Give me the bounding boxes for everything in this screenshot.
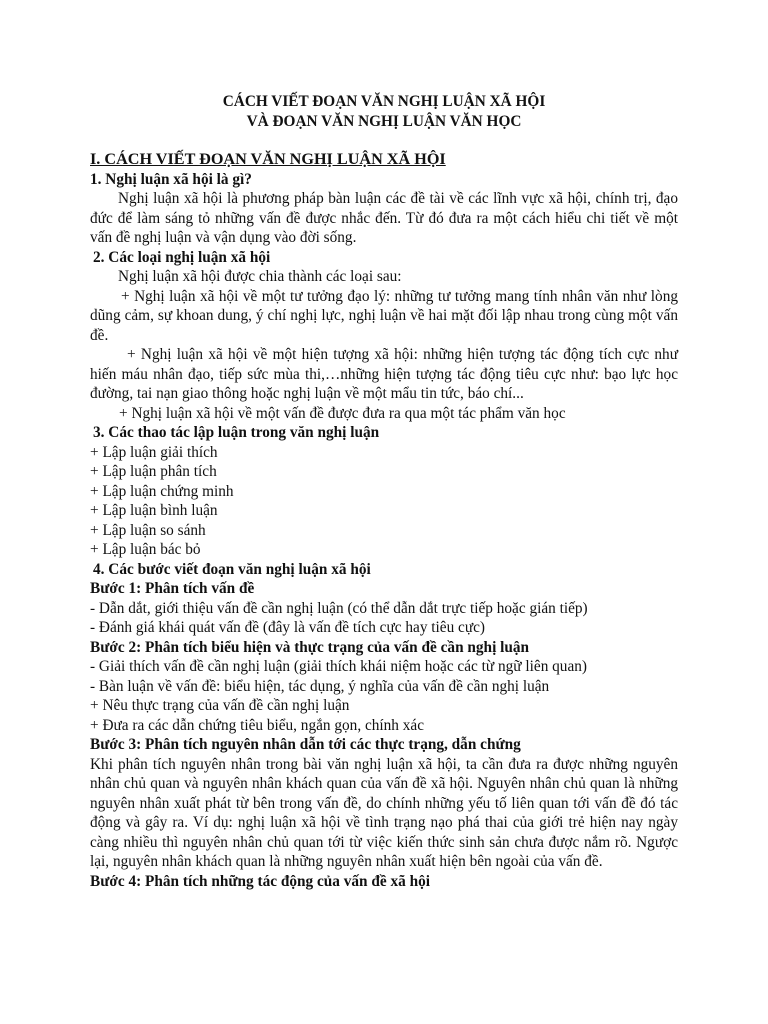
q2-item-1: + Nghị luận xã hội về một tư tưởng đạo lý: những tư tưởng mang tính nhân văn như lòng dũng cảm, sự khoan dung, ý chí nghị lực, nghị luận về hai mặt đối lập nhau trong cùng một vấn đề. [90,287,678,344]
step2-line: + Nêu thực trạng của vấn đề cần nghị luận [90,697,350,714]
q2-heading: 2. Các loại nghị luận xã hội [93,248,271,266]
step3-paragraph: Khi phân tích nguyên nhân trong bài văn nghị luận xã hội, ta cần đưa ra được những nguyên nhân chủ quan và nguyên nhân khách quan của vấn đề xã hội. Nguyên nhân chủ quan là những nguyên nhân xuất phát từ bên trong vấn đề, do chính những yếu tố liên quan tới vấn đề đó tác động và gây ra. Ví dụ: nghị luận xã hội về tình trạng nạo phá thai của giới trẻ hiện nay ngày càng nhiều thì nguyên nhân chủ quan tới từ việc kiến thức sinh sản chưa được nắm rõ. Ngược lại, nguyên nhân khách quan là những nguyên nhân xuất hiện bên ngoài của vấn đề. [90,755,678,870]
step1-line: - Đánh giá khái quát vấn đề (đây là vấn đề tích cực hay tiêu cực) [90,619,486,636]
q1-heading: 1. Nghị luận xã hội là gì? [90,170,252,188]
document-page [90,92,678,891]
step1-line: - Dẫn dắt, giới thiệu vấn đề cần nghị luận (có thể dẫn dắt trực tiếp hoặc gián tiếp) [90,599,588,617]
q3-list-item: + Lập luận bác bỏ [90,541,201,558]
step4-heading: Bước 4: Phân tích những tác động của vấn đề xã hội [90,872,431,890]
document-title-line1: CÁCH VIẾT ĐOẠN VĂN NGHỊ LUẬN XÃ HỘI [222,93,546,110]
step2-line: - Giải thích vấn đề cần nghị luận (giải thích khái niệm hoặc các từ ngữ liên quan) [90,658,587,675]
title-spacer [90,131,678,150]
q3-list-item: + Lập luận giải thích [90,443,218,461]
q3-list-item: + Lập luận so sánh [90,521,206,539]
q2-item-3: + Nghị luận xã hội về một vấn đề được đưa ra qua một tác phẩm văn học [119,404,566,422]
q3-list-item: + Lập luận chứng minh [90,482,234,500]
step3-heading: Bước 3: Phân tích nguyên nhân dẫn tới các thực trạng, dẫn chứng [90,736,521,753]
q2-item-2: + Nghị luận xã hội về một hiện tượng xã hội: những hiện tượng tác động tích cực như hiến máu nhân đạo, tiếp sức mùa thi,…những hiện tượng tác động tiêu cực như: bạo lực học đường, tai nạn giao thông hoặc nghị luận về một mẩu tin tức, báo chí... [90,346,678,402]
q4-heading: 4. Các bước viết đoạn văn nghị luận xã hội [93,560,371,578]
document-title-line2: VÀ ĐOẠN VĂN NGHỊ LUẬN VĂN HỌC [246,112,522,130]
step2-line: + Đưa ra các dẫn chứng tiêu biểu, ngắn gọn, chính xác [90,716,424,734]
q2-intro: Nghị luận xã hội được chia thành các loại sau: [118,268,402,285]
q3-list-item: + Lập luận bình luận [90,502,218,519]
q1-paragraph: Nghị luận xã hội là phương pháp bàn luận các đề tài về các lĩnh vực xã hội, chính trị, đạo đức để làm sáng tỏ những vấn đề được nhắc đến. Từ đó đưa ra một cách hiểu chi tiết về một vấn đề nghị luận và vận dụng vào đời sống. [90,190,678,246]
step2-heading: Bước 2: Phân tích biểu hiện và thực trạng của vấn đề cần nghị luận [90,638,530,656]
step2-line: - Bàn luận về vấn đề: biểu hiện, tác dụng, ý nghĩa của vấn đề cần nghị luận [90,677,550,695]
q3-heading: 3. Các thao tác lập luận trong văn nghị luận [93,424,380,441]
section1-heading: I. CÁCH VIẾT ĐOẠN VĂN NGHỊ LUẬN XÃ HỘI [90,150,446,168]
q3-list-item: + Lập luận phân tích [90,463,217,480]
step1-heading: Bước 1: Phân tích vấn đề [90,580,255,597]
